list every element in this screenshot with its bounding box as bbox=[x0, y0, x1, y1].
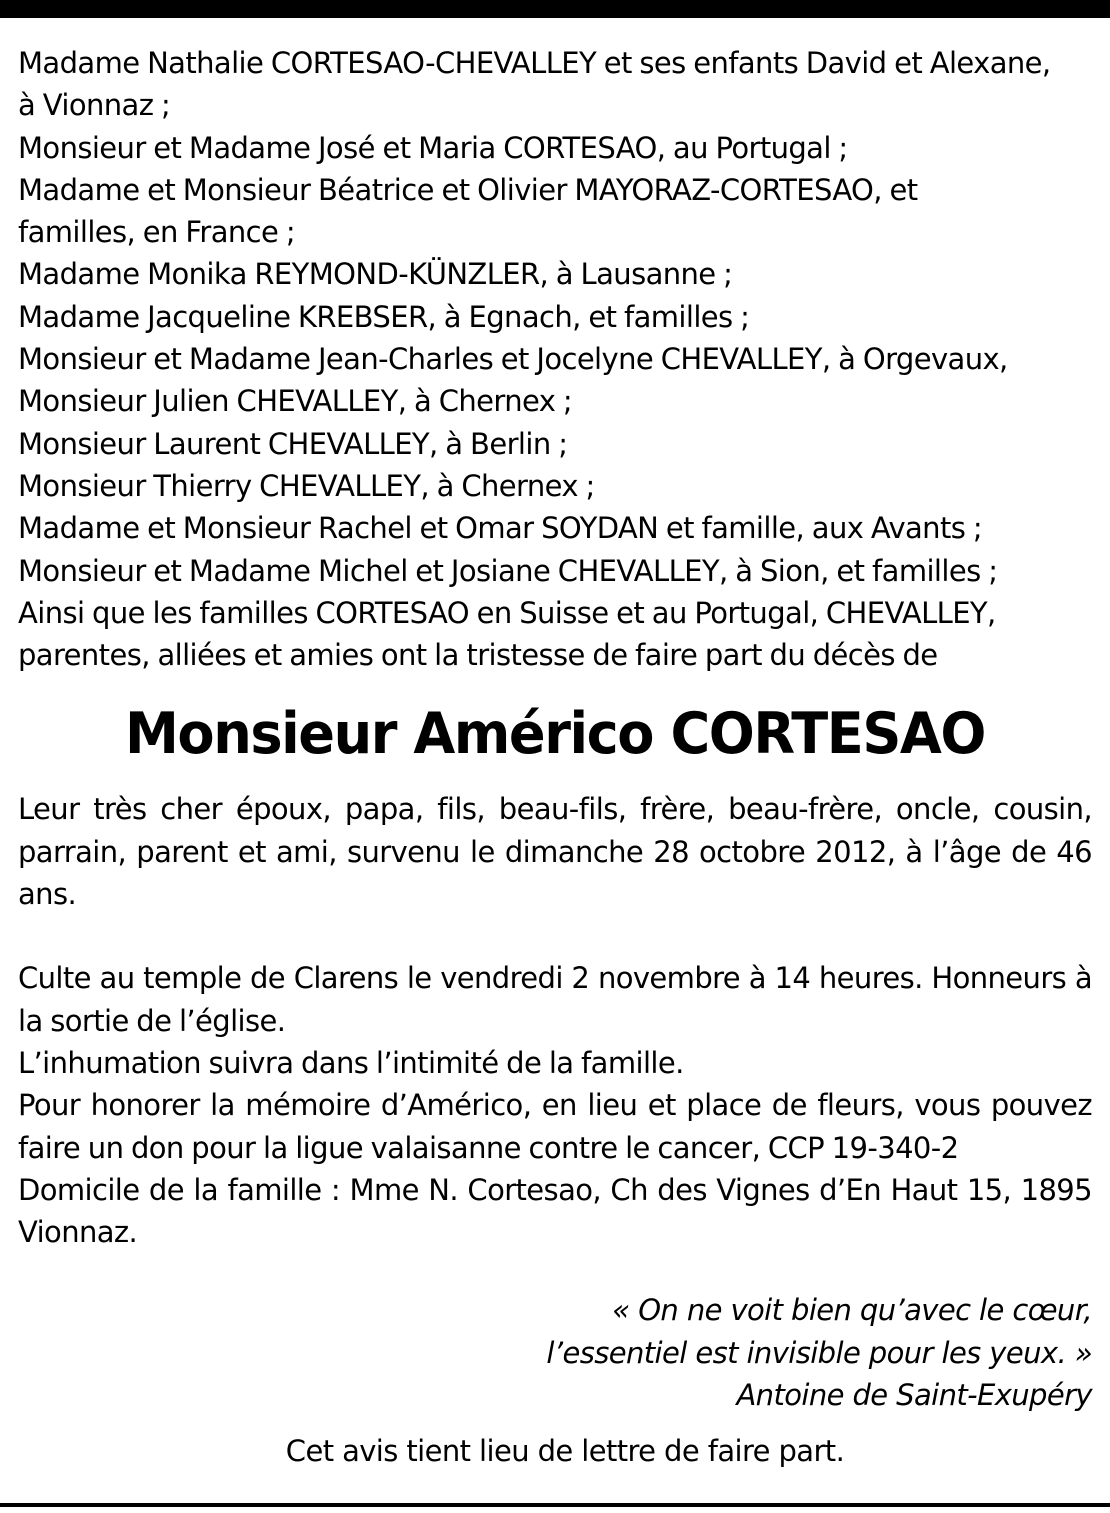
family-line: Monsieur et Madame Michel et Josiane CHEVALLEY, à Sion, et familles ; bbox=[18, 553, 998, 588]
burial-text: L’inhumation suivra dans l’intimité de la famille. bbox=[18, 1045, 684, 1080]
quote-author: Antoine de Saint-Exupéry bbox=[736, 1378, 1092, 1413]
quote-block bbox=[18, 1289, 1092, 1416]
top-border-rule bbox=[0, 0, 1110, 18]
ceremony-text: Culte au temple de Clarens le vendredi 2 novembre à 14 heures. Honneurs à la sortie de l’église. bbox=[18, 961, 1092, 1038]
donation-text: Pour honorer la mémoire d’Américo, en lieu et place de fleurs, vous pouvez faire un don pour la ligue valaisanne contre le cancer, CCP 19-340-2 bbox=[18, 1088, 1092, 1165]
family-line: Monsieur Thierry CHEVALLEY, à Chernex ; bbox=[18, 468, 595, 503]
family-line: Monsieur Laurent CHEVALLEY, à Berlin ; bbox=[18, 426, 568, 461]
family-line: Monsieur et Madame José et Maria CORTESAO, au Portugal ; bbox=[18, 130, 848, 165]
service-details bbox=[18, 957, 1092, 1253]
family-line: Monsieur et Madame Jean-Charles et Jocelyne CHEVALLEY, à Orgevaux, bbox=[18, 342, 1008, 377]
family-announcers-list bbox=[18, 42, 1092, 676]
family-line: Madame Nathalie CORTESAO-CHEVALLEY et ses enfants David et Alexane, bbox=[18, 46, 1051, 80]
closing-notice: Cet avis tient lieu de lettre de faire part. bbox=[285, 1434, 845, 1469]
family-line: Ainsi que les familles CORTESAO en Suisse et au Portugal, CHEVALLEY, bbox=[18, 595, 996, 630]
family-line: Madame et Monsieur Rachel et Omar SOYDAN et famille, aux Avants ; bbox=[18, 511, 983, 546]
family-line: Madame Jacqueline KREBSER, à Egnach, et familles ; bbox=[18, 299, 750, 334]
bottom-border-rule bbox=[0, 1503, 1110, 1507]
family-line: à Vionnaz ; bbox=[18, 88, 171, 123]
family-line: Madame Monika REYMOND-KÜNZLER, à Lausanne ; bbox=[18, 257, 733, 292]
family-line: Madame et Monsieur Béatrice et Olivier MAYORAZ-CORTESAO, et bbox=[18, 172, 918, 207]
quote-line: l’essentiel est invisible pour les yeux. » bbox=[546, 1335, 1092, 1370]
relation-paragraph: Leur très cher époux, papa, fils, beau-fils, frère, beau-frère, oncle, cousin, parrain, parent et ami, survenu le dimanche 28 octobre 2012, à l’âge de 46 ans. bbox=[18, 792, 1092, 912]
family-line: parentes, alliées et amies ont la tristesse de faire part du décès de bbox=[18, 638, 938, 673]
family-line: familles, en France ; bbox=[18, 215, 296, 250]
deceased-name-heading: Monsieur Américo CORTESAO bbox=[124, 701, 986, 768]
domicile-text: Domicile de la famille : Mme N. Cortesao, Ch des Vignes d’En Haut 15, 1895 Vionnaz. bbox=[18, 1172, 1092, 1250]
family-line: Monsieur Julien CHEVALLEY, à Chernex ; bbox=[18, 384, 573, 419]
obituary-notice bbox=[18, 42, 1092, 1472]
quote-line: « On ne voit bien qu’avec le cœur, bbox=[612, 1293, 1092, 1328]
